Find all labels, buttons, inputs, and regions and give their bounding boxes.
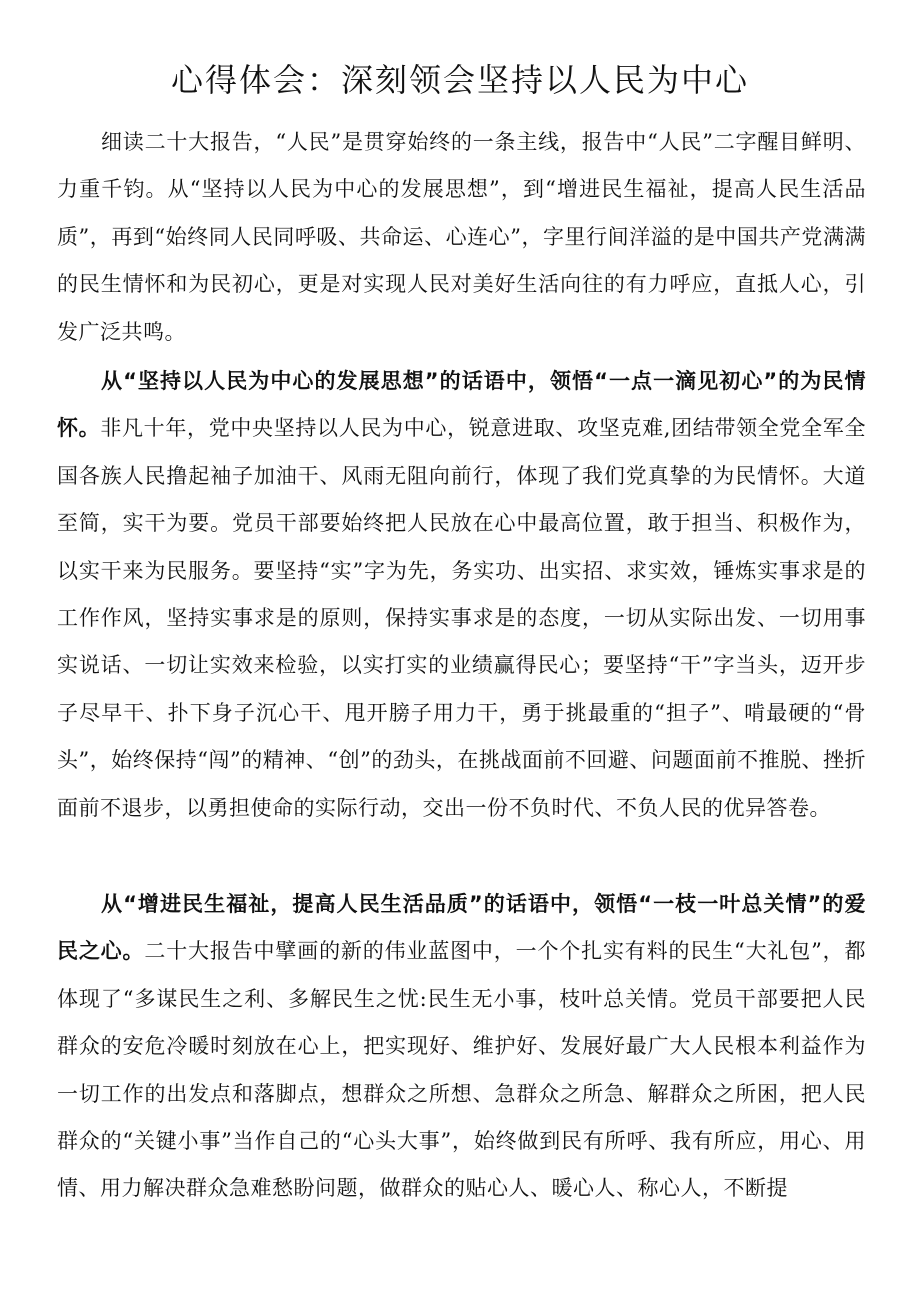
paragraph-3-text: 二十大报告中擘画的新的伟业蓝图中，一个个扎实有料的民生“大礼包”，都体现了“多谋民生之利、多解民生之忧:民生无小事，枝叶总关情。党员干部要把人民群众的安危冷暖时刻放在心上，把实现好、维护好、发展好最广大人民根本利益作为一切工作的出发点和落脚点，想群众之所想、急群众之所急、解群众之所困，把人民群众的“关键小事”当作自己的“心头大事”，始终做到民有所呼、我有所应，用心、用情、用力解决群众急难愁盼问题，做群众的贴心人、暖心人、称心人，不断提 [57, 939, 866, 1201]
paragraph-3 [57, 881, 866, 1213]
paragraph-3-lead: 从“增进民生福祉，提高人民生活品质”的话语中，领悟“一枝一叶总关情”的爱民之心。 [57, 892, 866, 964]
paragraph-2-lead: 从“坚持以人民为中心的发展思想”的话语中，领悟“一点一滴见初心”的为民情怀。 [57, 369, 866, 441]
document-title: 心得体会：深刻领会坚持以人民为中心 [170, 61, 749, 99]
paragraph-2-text: 非凡十年，党中央坚持以人民为中心，锐意进取、攻坚克难,团结带领全党全军全国各族人民撸起袖子加油干、风雨无阻向前行，体现了我们党真挚的为民情怀。大道至简，实干为要。党员干部要始终把人民放在心中最高位置，敢于担当、积极作为，以实干来为民服务。要坚持“实”字为先，务实功、出实招、求实效，锤炼实事求是的工作作风，坚持实事求是的原则，保持实事求是的态度，一切从实际出发、一切用事实说话、一切让实效来检验，以实打实的业绩赢得民心；要坚持“干”字当头，迈开步子尽早干、扑下身子沉心干、甩开膀子用力干，勇于挑最重的“担子”、啃最硬的“骨头”，始终保持“闯”的精神、“创”的劲头，在挑战面前不回避、问题面前不推脱、挫折面前不退步，以勇担使命的实际行动，交出一份不负时代、不负人民的优异答卷。 [57, 416, 866, 820]
paragraph-1-text: 细读二十大报告，“人民”是贯穿始终的一条主线，报告中“人民”二字醒目鲜明、力重千钧。从“坚持以人民为中心的发展思想”，到“增进民生福祉，提高人民生活品质”，再到“始终同人民同呼吸、共命运、心连心”，字里行间洋溢的是中国共产党满满的民生情怀和为民初心，更是对实现人民对美好生活向往的有力呼应，直抵人心，引发广泛共鸣。 [57, 130, 866, 344]
paragraph-1 [57, 119, 866, 356]
paragraph-2 [57, 358, 866, 832]
